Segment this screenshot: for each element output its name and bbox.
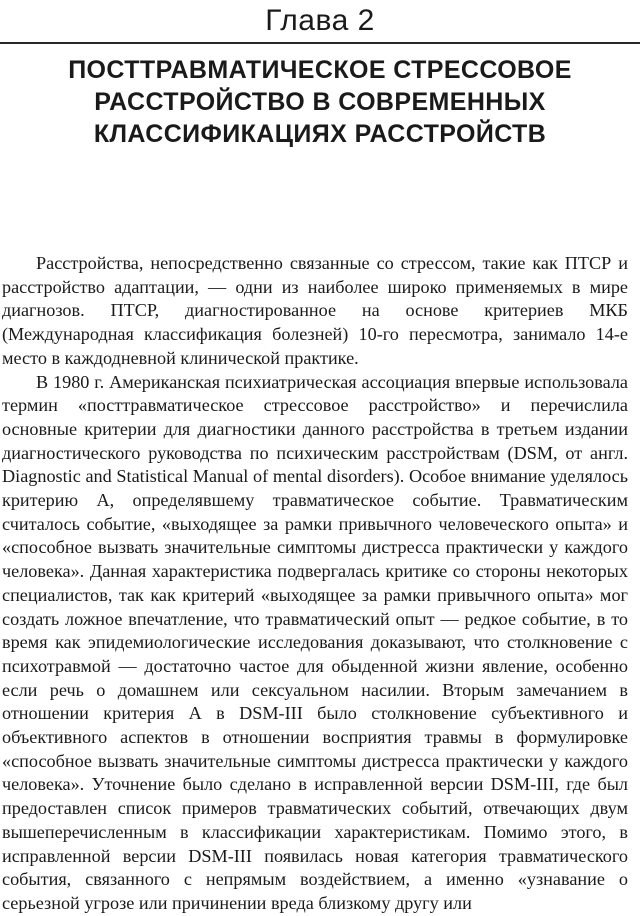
chapter-title-line: РАССТРОЙСТВО В СОВРЕМЕННЫХ	[94, 88, 546, 116]
chapter-title	[0, 54, 640, 150]
header-rule	[0, 42, 640, 44]
paragraph: Расстройства, непосредственно связанные со стрессом, такие как ПТСР и расстройство адаптации, — одни из наиболее широко применяемых в мире диагнозов. ПТСР, диагностированное на основе критериев МКБ (Международная классификация болезней) 10-го пересмотра, занимало 14-е место в каждодневной клинической практике.	[2, 253, 628, 368]
chapter-title-line: ПОСТТРАВМАТИЧЕСКОЕ СТРЕССОВОЕ	[68, 56, 572, 84]
chapter-label: Глава 2	[265, 4, 375, 37]
paragraph: В 1980 г. Американская психиатрическая ассоциация впервые использовала термин «посттравматическое стрессовое расстройство» и перечислила основные критерии для диагностики данного расстройства в третьем издании диагностического руководства по психическим расстройствам (DSM, от англ. Diagnostic and Statistical Manual of mental disorders). Особое внимание уделялось критерию А, определявшему травматическое событие. Травматическим считалось событие, «выходящее за рамки привычного человеческого опыта» и «способное вызвать значительные симптомы дистресса практически у каждого человека». Данная характеристика подвергалась критике со стороны некоторых специалистов, так как критерий «выходящее за рамки привычного опыта» мог создать ложное впечатление, что травматический опыт — редкое событие, в то время как эпидемиологические исследования доказывают, что столкновение с психотравмой — достаточно частое для обыденной жизни явление, особенно если речь о домашнем или сексуальном насилии. Вторым замечанием в отношении критерия А в DSM-III было столкновение субъективного и объективного аспектов в отношении восприятия травмы в формулировке «способное вызвать значительные симптомы дистресса практически у каждого человека». Уточнение было сделано в исправленной версии DSM-III, где был предоставлен список примеров травматических событий, отвечающих двум вышеперечисленным в классификации характеристикам. Помимо этого, в исправленной версии DSM-III появилась новая категория травматического события, связанного с непрямым воздействием, а именно «узнавание о серьезной угрозе или причинении вреда близкому другу или	[2, 371, 628, 913]
chapter-title-line: КЛАССИФИКАЦИЯХ РАССТРОЙСТВ	[93, 120, 547, 148]
body-text	[2, 252, 628, 916]
